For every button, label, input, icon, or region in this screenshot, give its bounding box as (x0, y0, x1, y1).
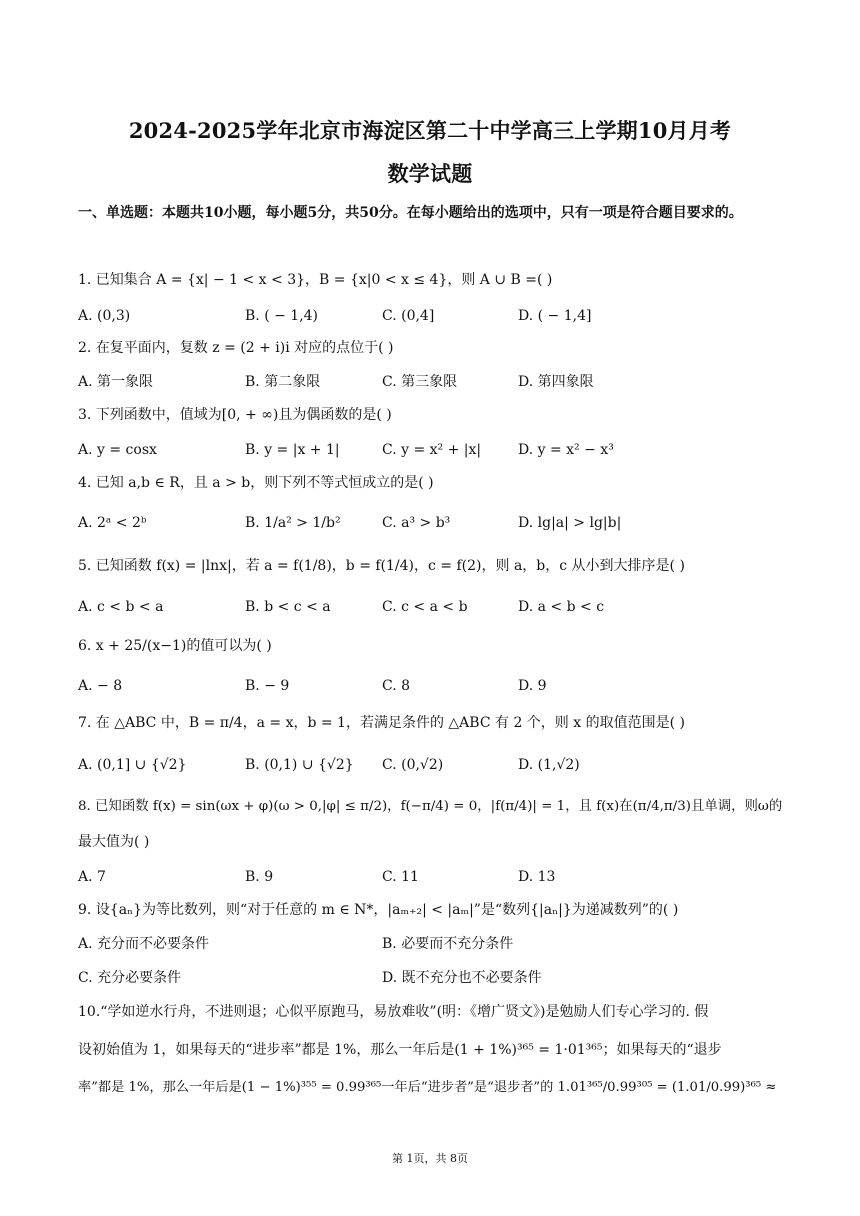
q1-option-a: A. (0,3) (78, 308, 131, 324)
q5-option-a: A. c < b < a (78, 599, 164, 615)
q2-option-d: D. 第四象限 (518, 374, 594, 390)
question-4: 4. 已知 a,b ∈ R，且 a > b，则下列不等式恒成立的是( ) (78, 475, 434, 491)
q3-option-a: A. y = cosx (78, 442, 157, 458)
question-2: 2. 在复平面内，复数 z = (2 + i)i 对应的点位于( ) (78, 340, 394, 356)
question-3: 3. 下列函数中，值域为[0, + ∞)且为偶函数的是( ) (78, 407, 392, 423)
q5-option-c: C. c < a < b (382, 599, 468, 615)
q6-option-c: C. 8 (382, 678, 411, 694)
question-9: 9. 设{aₙ}为等比数列，则“对于任意的 m ∈ N*，|aₘ₊₂| < |aₘ|”是“数列{|aₙ|}为递减数列”的( ) (78, 902, 679, 918)
q6-option-d: D. 9 (518, 678, 547, 694)
q7-option-d: D. (1,√2) (518, 757, 580, 773)
q9-option-b: B. 必要而不充分条件 (382, 936, 514, 952)
q2-option-c: C. 第三象限 (382, 374, 458, 390)
q9-option-d: D. 既不充分也不必要条件 (382, 970, 542, 986)
q2-option-a: A. 第一象限 (78, 374, 154, 390)
question-10: 10.“学如逆水行舟，不进则退；心似平原跑马，易放难收”(明：《增广贤文》)是勉励人们专心学习的. 假 (78, 1004, 709, 1020)
question-10-line3: 率”都是 1%，那么一年后是(1 − 1%)³⁵⁵ = 0.99³⁶⁵一年后“进步者”是“退步者”的 1.01³⁶⁵/0.99³⁰⁵ = (1.01/0.99)³⁶⁵ ≈ (78, 1080, 777, 1095)
q4-option-c: C. a³ > b³ (382, 515, 451, 531)
q1-option-c: C. (0,4] (382, 308, 435, 324)
q8-option-d: D. 13 (518, 869, 556, 885)
page-footer: 第 1页，共 8页 (392, 1152, 468, 1165)
q8-option-c: C. 11 (382, 869, 419, 885)
question-8: 8. 已知函数 f(x) = sin(ωx + φ)(ω > 0,|φ| ≤ π/2)，f(−π/4) = 0，|f(π/4)| = 1，且 f(x)在(π/4,π/3)且单调，则ω的 (78, 799, 783, 814)
q4-option-a: A. 2ᵃ < 2ᵇ (78, 515, 147, 531)
q7-option-b: B. (0,1) ∪ {√2} (245, 757, 354, 773)
q9-option-a: A. 充分而不必要条件 (78, 936, 210, 952)
q6-option-a: A. − 8 (78, 678, 123, 694)
q1-option-b: B. ( − 1,4) (245, 308, 319, 324)
q3-option-c: C. y = x² + |x| (382, 442, 482, 458)
q5-option-b: B. b < c < a (245, 599, 331, 615)
q7-option-a: A. (0,1] ∪ {√2} (78, 757, 187, 773)
q3-option-d: D. y = x² − x³ (518, 442, 614, 458)
q8-option-a: A. 7 (78, 869, 106, 885)
question-7: 7. 在 △ABC 中，B = π/4，a = x，b = 1，若满足条件的 △ABC 有 2 个，则 x 的取值范围是( ) (78, 715, 685, 731)
section-heading: 一、单选题：本题共10小题，每小题5分，共50分。在每小题给出的选项中，只有一项是符合题目要求的。 (78, 205, 743, 221)
q7-option-c: C. (0,√2) (382, 757, 444, 773)
q9-option-c: C. 充分必要条件 (78, 970, 182, 986)
q2-option-b: B. 第二象限 (245, 374, 321, 390)
question-1: 1. 已知集合 A = {x| − 1 < x < 3}，B = {x|0 < x ≤ 4}，则 A ∪ B =( ) (78, 272, 553, 288)
q4-option-d: D. lg|a| > lg|b| (518, 515, 622, 531)
question-6: 6. x + 25/(x−1)的值可以为( ) (78, 638, 272, 654)
exam-subtitle: 数学试题 (387, 161, 473, 186)
q6-option-b: B. − 9 (245, 678, 290, 694)
question-5: 5. 已知函数 f(x) = |lnx|，若 a = f(1/8)，b = f(1/4)，c = f(2)，则 a，b，c 从小到大排序是( ) (78, 558, 685, 574)
q3-option-b: B. y = |x + 1| (245, 442, 340, 458)
question-10-line2: 设初始值为 1，如果每天的“进步率”都是 1%，那么一年后是(1 + 1%)³⁶⁵ = 1·01³⁶⁵；如果每天的“退步 (78, 1042, 722, 1058)
q1-option-d: D. ( − 1,4] (518, 308, 592, 324)
q4-option-b: B. 1/a² > 1/b² (245, 515, 341, 531)
question-8-cont: 最大值为( ) (78, 834, 150, 850)
exam-title: 2024-2025学年北京市海淀区第二十中学高三上学期10月月考 (128, 118, 732, 143)
q8-option-b: B. 9 (245, 869, 274, 885)
q5-option-d: D. a < b < c (518, 599, 605, 615)
